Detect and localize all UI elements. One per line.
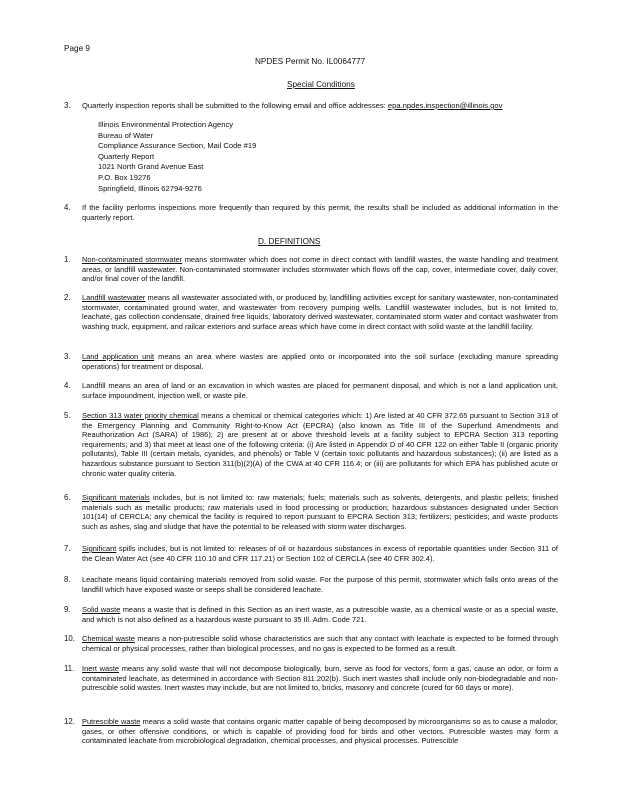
definition-number: 2. [64,293,71,302]
definition-8 [82,575,558,594]
definition-term: Chemical waste [82,634,135,643]
definition-body: Leachate means liquid containing materials removed from solid waste. For the purpose of this permit, stormwater which falls onto areas of the landfill which have exposed waste or seeps shall be considered leachate. [82,575,558,594]
definition-term: Significant materials [82,493,150,502]
definition-term: Inert waste [82,664,120,673]
definition-5 [82,411,558,478]
definition-7 [82,544,558,563]
definition-body: means any solid waste that will not decompose biologically, burn, serve as food for vectors, form a gas, cause an odor, or form a contaminated leachate, as determined in accordance with Section 811.202(b). Such inert wastes shall include only non-biodegradable and non-putrescible solid wastes. Inert wastes may include, but are not limited to, bricks, masonry and concrete (cured for 60 days or more). [82,664,558,693]
definition-number: 12. [64,717,75,726]
definition-3 [82,352,558,371]
definition-number: 8. [64,575,71,584]
definition-number: 9. [64,605,71,614]
item-4-text: If the facility performs inspections more frequently than required by this permit, the results shall be included as additional information in the quarterly report. [82,203,558,222]
definition-number: 4. [64,381,71,390]
definition-body: means stormwater which does not come in direct contact with landfill wastes, the waste handling and treatment areas, or landfill wastewater. Non-contaminated stormwater includes stormwater which flows off the cap, cover, intermediate cover, daily cover, and/or final cover of the landfill. [82,255,558,284]
definition-number: 10. [64,634,75,643]
item-3-sentence: Quarterly inspection reports shall be submitted to the following email and office addresses: [82,101,386,110]
definition-body: means a non-putrescible solid whose characteristics are such that any contact with leachate is expected to be formed through chemical or physical processes, rather than biological processes, and no gas is expected to be formed as a result. [82,634,558,653]
definition-body: means all wastewater associated with, or produced by, landfilling activities except for sanitary wastewater, non-contaminated stormwater, contaminated ground water, and wastewater from recovery pumping wells. Landfill wastewater includes, but is not limited to, leachate, gas collection condensate, drained free liquids, laboratory derived wastewater, contaminated storm water and contact washwater from washing truck, equipment, and railcar exteriors and surface areas which have come in direct contact with solid waste at the landfill facility. [82,293,558,331]
definition-term: Solid waste [82,605,121,614]
address-line: P.O. Box 19276 [98,172,151,182]
section-title: Special Conditions [287,80,355,89]
definition-number: 5. [64,411,71,420]
definition-12 [82,717,558,746]
email-link[interactable]: epa.npdes.inspection@illinois.gov [387,101,503,110]
item-number: 3. [64,101,71,110]
item-3-text [82,101,502,111]
definition-9 [82,605,558,624]
definition-number: 11. [64,664,75,673]
definitions-title: D. DEFINITIONS [258,237,321,246]
definition-body: means a chemical or chemical categories which: 1) Are listed at 40 CFR 372.65 pursuant to Section 313 of the Emergency Planning and Community Right-to-Know Act (EPCRA) (also known as Title III of the Superfund Amendments and Reauthorization Act (SARA) of 1986); 2) are present at or above threshold levels at a facility subject to EPCRA Section 313 reporting requirements; and 3) that meet at least one of the following criteria: (i) Are listed in Appendix D of 40 CFR 122 on either Table II (organic priority pollutants), Table III (certain metals, cyanides, and phenols) or Table V (certain toxic pollutants and hazardous substances); (ii) are listed as a hazardous substance pursuant to Section 311(b)(2)(A) of the CWA at 40 CFR 116.4; or (iii) are pollutants for which EPA has published acute or chronic water quality criteria. [82,411,558,478]
address-line: Compliance Assurance Section, Mail Code #19 [98,141,257,151]
definition-term: Non-contaminated stormwater [82,255,183,264]
address-line: Illinois Environmental Protection Agency [98,120,234,129]
definition-1 [82,255,558,284]
definition-4 [82,381,558,400]
definition-body: Landfill means an area of land or an excavation in which wastes are placed for permanent disposal, and which is not a land application unit, surface impoundment, injection well, or waste pile. [82,381,558,400]
definition-term: Significant [82,544,117,553]
address-line: Bureau of Water [98,130,154,140]
page-label: Page 9 [64,44,90,53]
definition-body: means a solid waste that contains organic matter capable of being decomposed by microorganisms so as to cause a malodor, gases, or other offensive conditions, or which is capable of providing food for birds and other vectors. Putrescible wastes may form a contaminated leachate from microbiological degradation, chemical processes, and physical processes. Putrescible [82,717,558,746]
definition-11 [82,664,558,693]
definition-6 [82,493,558,531]
definition-term: Land application unit [82,352,155,361]
address-line: Quarterly Report [98,151,155,161]
definition-2 [82,293,558,331]
definition-term: Putrescible waste [82,717,141,726]
definition-term: Section 313 water priority chemical [82,411,199,420]
definition-body: includes, but is not limited to: raw materials; fuels; materials such as solvents, detergents, and plastic pellets; finished materials such as metallic products; raw materials used in food processing or production; hazardous substances designated under Section 101(14) of CERCLA; any chemical the facility is required to report pursuant to EPCRA Section 313; fertilizers; pesticides; and waste products such as ashes, slag and sludge that have the potential to be released with storm water discharges. [82,493,558,531]
definition-body: means an area where wastes are applied onto or incorporated into the soil surface (excluding manure spreading operations) for treatment or disposal. [82,352,558,371]
definition-term: Landfill wastewater [82,293,146,302]
definition-number: 7. [64,544,71,553]
address-line: Springfield, Illinois 62794-9276 [98,183,202,193]
permit-header: NPDES Permit No. IL0064777 [255,57,366,66]
definition-body: spills includes, but is not limited to: releases of oil or hazardous substances in excess of reportable quantities under Section 311 of the Clean Water Act (see 40 CFR 110.10 and CFR 117.21) or Section 102 of CERCLA (see 40 CFR 302.4). [82,544,558,563]
definition-number: 3. [64,352,71,361]
definition-10 [82,634,558,653]
mailing-address [98,120,256,194]
definition-body: means a waste that is defined in this Section as an inert waste, as a putrescible waste, as a chemical waste or as a special waste, and which is not also defined as a hazardous waste pursuant to 35 Ill. Adm. Code 721. [82,605,558,624]
item-number: 4. [64,203,71,212]
address-line: 1021 North Grand Avenue East [98,162,204,172]
definition-number: 1. [64,255,71,264]
definition-number: 6. [64,493,71,502]
